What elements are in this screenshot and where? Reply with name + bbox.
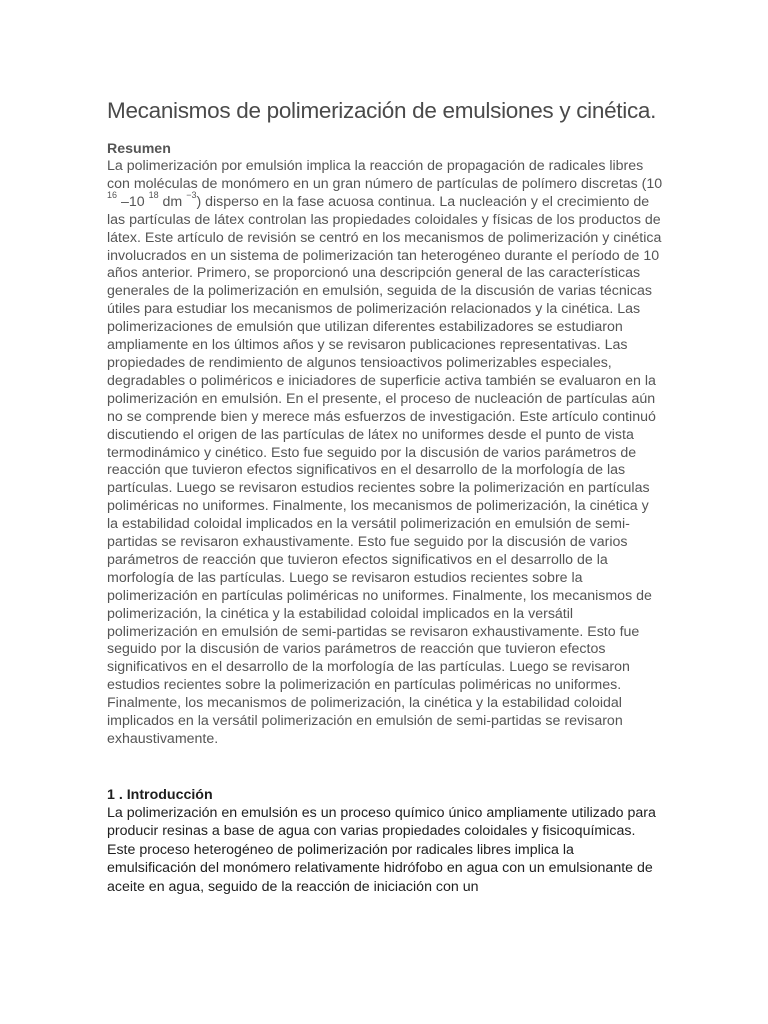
- exponent: 18: [148, 190, 159, 201]
- exponent: 16: [107, 190, 118, 201]
- abstract-text: dm: [158, 193, 187, 210]
- document-title: Mecanismos de polimerización de emulsiones y cinética.: [107, 98, 657, 123]
- abstract-text: ) disperso en la fase acuosa continua. La nucleación y el crecimiento de las partículas de látex controlan las propiedades coloidales y físicas de los productos de látex. Este artículo de revisión se centró en los mecanismos de polimerización y cinética involucrados en un sistema de polimerización tan heterogéneo durante el período de 10 años anterior. Primero, se proporcionó una descripción general de las características generales de la polimerización en emulsión, seguida de la discusión de varias técnicas útiles para estudiar los mecanismos de polimerización relacionados y la cinética. Las polimerizaciones de emulsión que utilizan diferentes estabilizadores se estudiaron ampliamente en los últimos años y se revisaron publicaciones representativas. Las propiedades de rendimiento de algunos tensioactivos polimerizables especiales, degradables o poliméricos e iniciadores de superficie activa también se evaluaron en la polimerización en emulsión. En el presente, el proceso de nucleación de partículas aún no se comprende bien y merece más esfuerzos de investigación. Este artículo continuó discutiendo el origen de las partículas de látex no uniformes desde el punto de vista termodinámico y cinético. Esto fue seguido por la discusión de varios parámetros de reacción que tuvieron efectos significativos en el desarrollo de la morfología de las partículas. Luego se revisaron estudios recientes sobre la polimerización en partículas poliméricas no uniformes. Finalmente, los mecanismos de polimerización, la cinética y la estabilidad coloidal implicados en la versátil polimerización en emulsión de semi-partidas se revisaron exhaustivamente. Esto fue seguido por la discusión de varios parámetros de reacción que tuvieron efectos significativos en el desarrollo de la morfología de las partículas. Luego se revisaron estudios recientes sobre la polimerización en partículas poliméricas no uniformes. Finalmente, los mecanismos de polimerización, la cinética y la estabilidad coloidal implicados en la versátil polimerización en emulsión de semi-partidas se revisaron exhaustivamente. Esto fue seguido por la discusión de varios parámetros de reacción que tuvieron efectos significativos en el desarrollo de la morfología de las partículas. Luego se revisaron estudios recientes sobre la polimerización en partículas poliméricas no uniformes. Finalmente, los mecanismos de polimerización, la cinética y la estabilidad coloidal implicados en la versátil polimerización en emulsión de semi-partidas se revisaron exhaustivamente.: [107, 193, 662, 747]
- exponent: −3: [186, 190, 197, 201]
- abstract-text: –10: [117, 193, 149, 210]
- introduction-body: La polimerización en emulsión es un proceso químico único ampliamente utilizado para producir resinas a base de agua con varias propiedades coloidales y fisicoquímicas. Este proceso heterogéneo de polimerización por radicales libres implica la emulsificación del monómero relativamente hidrófobo en agua con un emulsionante de aceite en agua, seguido de la reacción de iniciación con un: [107, 804, 656, 895]
- abstract-body: [107, 158, 663, 749]
- document-content: [107, 96, 663, 896]
- introduction-heading: 1 . Introducción: [107, 786, 213, 803]
- abstract-heading: Resumen: [107, 141, 171, 157]
- abstract-text: La polimerización por emulsión implica la reacción de propagación de radicales libres con moléculas de monómero en un gran número de partículas de polímero discretas (10: [107, 158, 663, 192]
